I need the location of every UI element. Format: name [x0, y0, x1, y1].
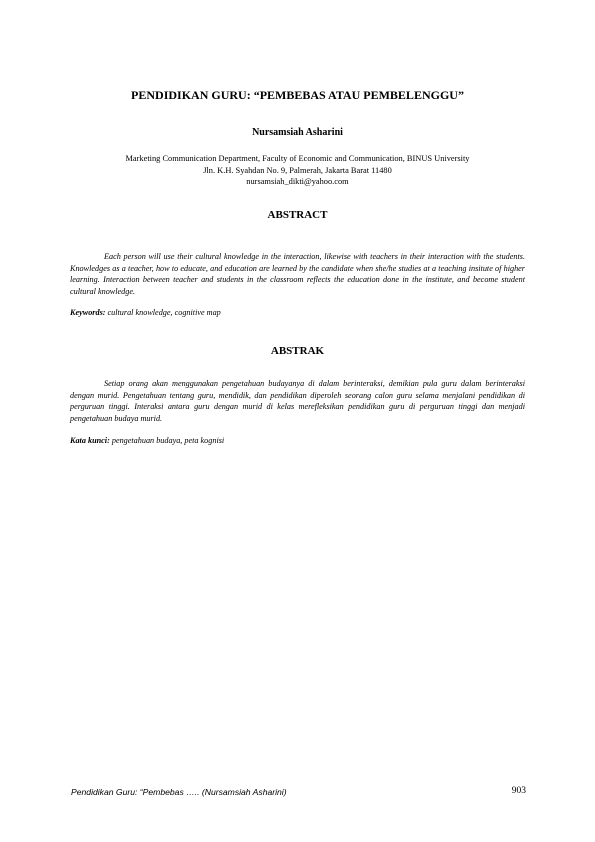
keywords-values: cultural knowledge, cognitive map: [107, 308, 221, 317]
abstrak-text: Setiap orang akan menggunakan pengetahuan budayanya di dalam berinteraksi, demikian pula guru dalam berinteraksi dengan murid. Pengetahuan tentang guru, mendidik, dan pendidikan diperoleh seorang calon guru selama menjalani pendidikan di perguruan tinggi. Interaksi antara guru dengan murid di kelas merefleksikan pendidikan guru di perguruan tinggi dan menjadi pengetahuan budaya murid.: [70, 379, 525, 423]
page-number: 903: [511, 786, 526, 796]
affiliation-block: [40, 153, 555, 188]
abstract-heading: ABSTRACT: [267, 209, 328, 221]
abstrak-heading: ABSTRAK: [270, 345, 325, 357]
affiliation-department: Marketing Communication Department, Faculty of Economic and Communication, BINUS University: [125, 154, 470, 163]
paper-title: PENDIDIKAN GURU: “PEMBEBAS ATAU PEMBELENGGU”: [131, 88, 464, 102]
abstract-keywords: [70, 308, 525, 317]
keywords-label: Keywords:: [70, 308, 106, 317]
author-name: Nursamsiah Asharini: [252, 127, 343, 138]
kata-kunci-label: Kata kunci:: [70, 436, 110, 445]
running-title: Pendidikan Guru: “Pembebas ….. (Nursamsiah Asharini): [71, 787, 287, 797]
affiliation-address: Jln. K.H. Syahdan No. 9, Palmerah, Jakarta Barat 11480: [203, 165, 392, 175]
abstract-text: Each person will use their cultural knowledge in the interaction, likewise with teachers in their interaction with the students. Knowledges as a teacher, how to educate, and education are learned by the candidate when she/he studies at a teaching insitute of higher learning. Interaction between teacher and students in the classroom reflects the education done in the institute, and become student cultural knowledge.: [70, 252, 525, 296]
abstrak-keywords: [70, 436, 525, 445]
kata-kunci-values: pengetahuan budaya, peta kognisi: [111, 436, 225, 445]
author-email: nursamsiah_dikti@yahoo.com: [246, 177, 349, 187]
